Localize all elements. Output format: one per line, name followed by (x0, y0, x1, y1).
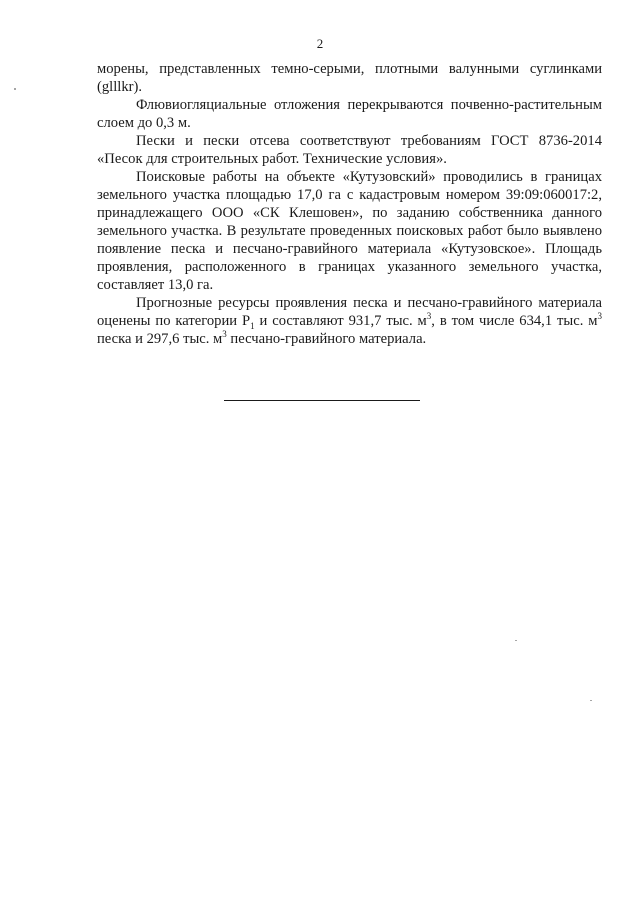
unit-superscript: 3 (426, 311, 432, 322)
unit-superscript: 3 (597, 311, 602, 322)
resources-text-5: песчано-гравийного материала. (226, 331, 427, 347)
unit-superscript: 3 (222, 329, 227, 340)
resources-text-2: и составляют 931,7 тыс. м (254, 313, 427, 329)
resources-text-4: песка и 297,6 тыс. м (97, 331, 223, 347)
page-number: 2 (316, 36, 324, 51)
resources-text-3: , в том числе 634,1 тыс. м (431, 313, 598, 329)
end-of-text-rule (224, 400, 420, 401)
scan-speck (14, 88, 16, 90)
paragraph-survey: Поисковые работы на объекте «Кутузовский» проводились в границах земельного участка площадью 17,0 га с кадастровым номером 39:09:060017:2, принадлежащего ООО «СК Клешовен», по заданию собственника данного земельного участка. В результате проведенных поисковых работ было выявлено появление песка и песчано-гравийного материала «Кутузовское». Площадь проявления, расположенного в границах указанного земельного участка, составляет 13,0 га. (97, 169, 602, 293)
resources-text-1: Прогнозные ресурсы проявления песка и песчано-гравийного материала оценены по категории Р (97, 295, 602, 329)
paragraph-resources (97, 294, 602, 348)
category-subscript: 1 (250, 320, 255, 331)
paragraph-fluvioglacial: Флювиогляциальные отложения перекрываются почвенно-растительным слоем до 0,3 м. (97, 97, 602, 131)
scan-speck (590, 700, 592, 701)
document-body (97, 60, 602, 348)
paragraph-moraine: морены, представленных темно-серыми, плотными валунными суглинками (glllkr). (97, 61, 602, 95)
paragraph-gost: Пески и пески отсева соответствуют требованиям ГОСТ 8736-2014 «Песок для строительных работ. Технические условия». (97, 133, 602, 167)
scan-speck (515, 640, 517, 641)
